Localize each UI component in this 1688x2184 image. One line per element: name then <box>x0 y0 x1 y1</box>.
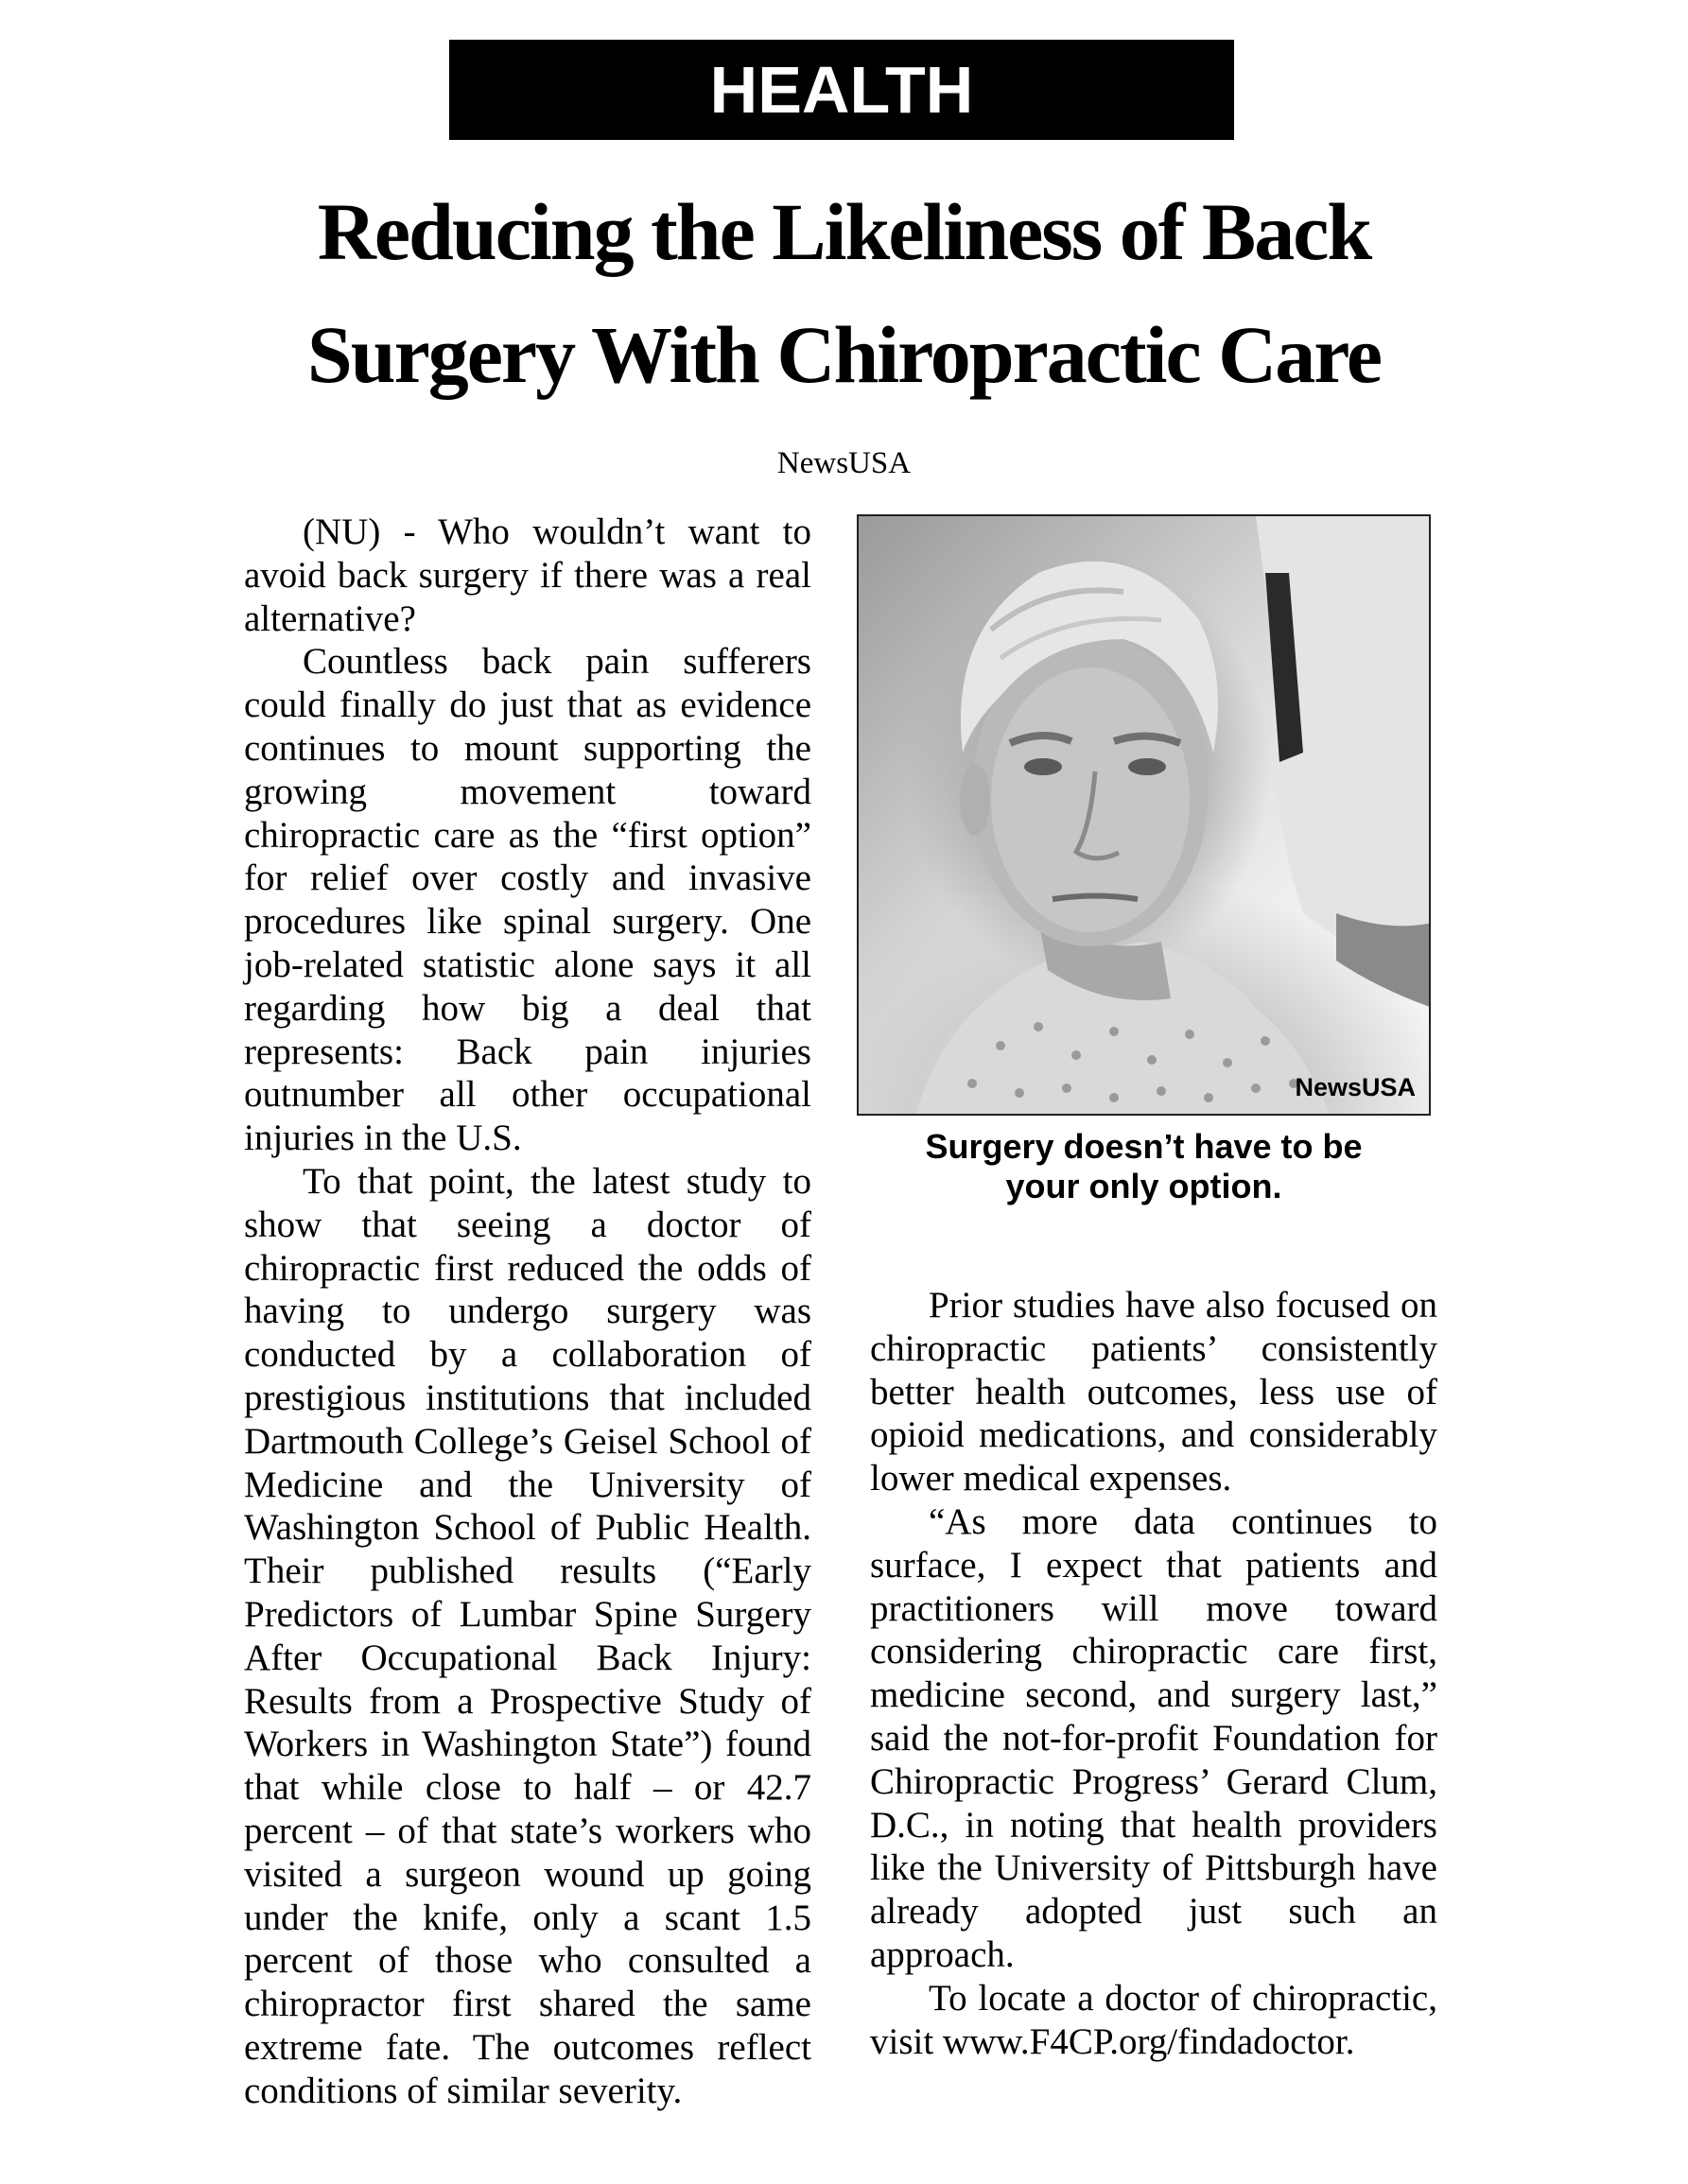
headline-line-2: Surgery With Chiropractic Care <box>306 309 1382 400</box>
photo-credit: NewsUSA <box>1295 1073 1416 1101</box>
headline-line-1: Reducing the Likeliness of Back <box>317 186 1371 277</box>
headline <box>142 170 1546 416</box>
article-column-right <box>870 1284 1437 2063</box>
photo-caption-line-2: your only option. <box>1005 1167 1282 1205</box>
photo-caption <box>857 1127 1431 1206</box>
article-paragraph: Countless back pain sufferers could finally do just that as evidence continues to mount supporting the growing movement toward chiropractic care as the “first option” for relief over costly and invasive procedures like spinal surgery. One job-related statistic alone says it all regarding how big a deal that represents: Back pain injuries outnumber all other occupational injuries in the U.S. <box>244 641 811 1159</box>
article-paragraph: To that point, the latest study to show that seeing a doctor of chiropractic first reduced the odds of having to undergo surgery was conducted by a collaboration of prestigious institutions that included Dartmouth College’s Geisel School of Medicine and the University of Washington School of Public Health. Their published results (“Early Predictors of Lumbar Spine Surgery After Occupational Back Injury: Results from a Prospective Study of Workers in Washington State”) found that while close to half – or 42.7 percent – of that state’s workers who visited a surgeon wound up going under the knife, only a scant 1.5 percent of those who consulted a chiropractor first shared the same extreme fate. The outcomes reflect conditions of similar severity. <box>244 1160 811 2111</box>
article-photo <box>857 514 1431 1116</box>
article-paragraph: To locate a doctor of chiropractic, visit www.F4CP.org/findadoctor. <box>870 1977 1437 2062</box>
article-paragraph: Prior studies have also focused on chiropractic patients’ consistently better health outcomes, less use of opioid medications, and considerably lower medical expenses. <box>870 1285 1437 1499</box>
photo-illustration <box>859 516 1431 1116</box>
photo-caption-line-1: Surgery doesn’t have to be <box>925 1127 1363 1166</box>
article-column-left <box>244 511 811 2112</box>
section-banner: HEALTH <box>449 40 1234 140</box>
article-paragraph: (NU) - Who wouldn’t want to avoid back surgery if there was a real alternative? <box>244 511 811 639</box>
article-paragraph: “As more data continues to surface, I expect that patients and practitioners will move toward considering chiropractic care first, medicine second, and surgery last,” said the not-for-profit Foundation for Chiropractic Progress’ Gerard Clum, D.C., in noting that health providers like the University of Pittsburgh have already adopted just such an approach. <box>870 1500 1437 1975</box>
byline: NewsUSA <box>776 446 912 480</box>
